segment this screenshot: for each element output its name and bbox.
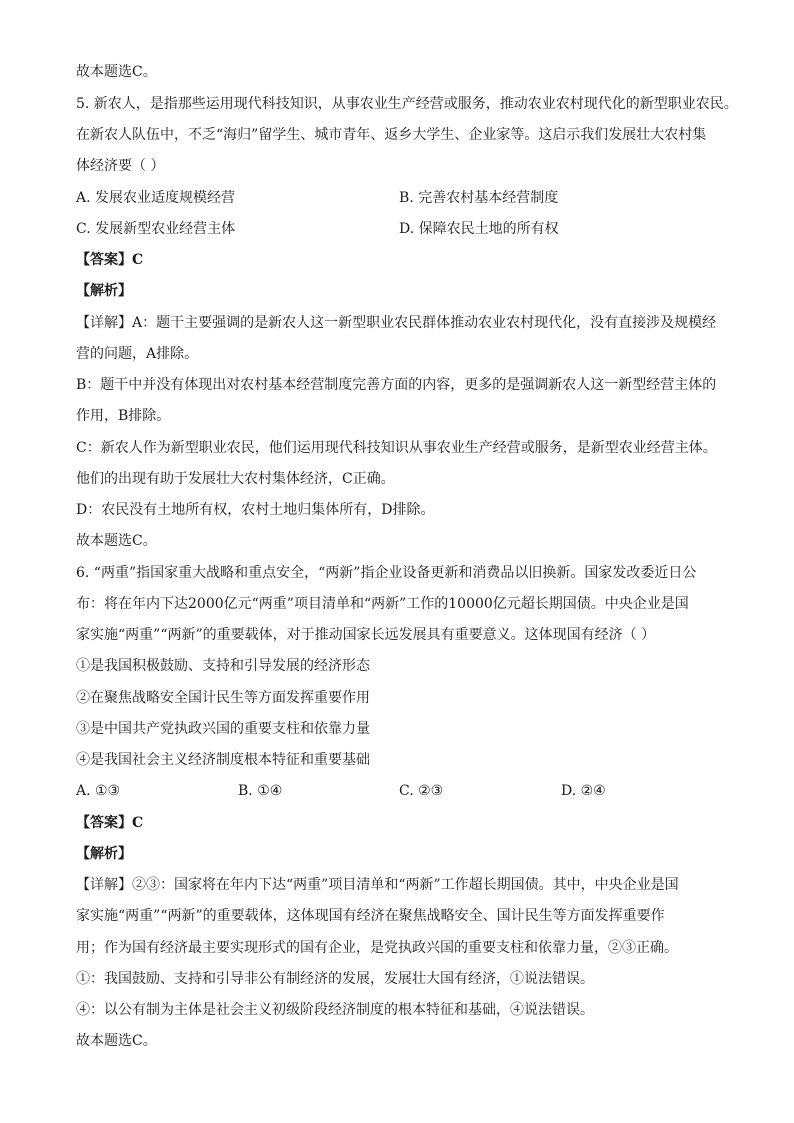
question-5-text: 在新农人队伍中，不乏“海归”留学生、城市青年、返乡大学生、企业家等。这启示我们发展壮大农村集	[76, 127, 707, 143]
explanation-line: C：新农人作为新型职业农民，他们运用现代科技知识从事农业生产经营或服务，是新型农业经营主体。	[76, 440, 717, 456]
statement-3: ③是中国共产党执政兴国的重要支柱和依靠力量	[76, 721, 370, 737]
statement-4: ④是我国社会主义经济制度根本特征和重要基础	[76, 752, 370, 768]
explanation-line: 【详解】A：题干主要强调的是新农人这一新型职业农民群体推动农业农村现代化，没有直接涉及规模经	[76, 315, 717, 331]
conclusion-line: 故本题选C。	[76, 64, 157, 80]
explanation-line: 他们的出现有助于发展壮大农村集体经济，C正确。	[76, 471, 395, 487]
explanation-line: ①：我国鼓励、支持和引导非公有制经济的发展，发展壮大国有经济，①说法错误。	[76, 971, 594, 987]
statement-1: ①是我国积极鼓励、支持和引导发展的经济形态	[76, 658, 370, 674]
explanation-line: 用；作为国有经济最主要实现形式的国有企业，是党执政兴国的重要支柱和依靠力量，②③正确。	[76, 940, 678, 956]
explanation-line: B：题干中并没有体现出对农村基本经营制度完善方面的内容，更多的是强调新农人这一新型经营主体的	[76, 377, 717, 393]
q6-option-c: C. ②③	[399, 783, 444, 799]
explanation-line: 营的问题，A排除。	[76, 346, 199, 362]
q6-option-d: D. ②④	[561, 783, 606, 799]
explanation-line: 作用，B排除。	[76, 408, 171, 424]
explanation-line: 【详解】②③：国家将在年内下达“两重”项目清单和“两新”工作超长期国债。其中，中央企业是国	[76, 877, 679, 893]
q5-option-c: C. 发展新型农业经营主体	[76, 221, 236, 237]
analysis-label: 【解析】	[76, 846, 132, 862]
q5-option-b: B. 完善农村基本经营制度	[399, 190, 559, 206]
question-5-text: 5. 新农人，是指那些运用现代科技知识，从事农业生产经营或服务，推动农业农村现代化的新型职业农民。	[76, 96, 738, 112]
conclusion-line: 故本题选C。	[76, 1033, 157, 1049]
conclusion-line: 故本题选C。	[76, 533, 157, 549]
q6-option-a: A. ①③	[76, 783, 121, 799]
question-6-text: 6. “两重”指国家重大战略和重点安全，“两新”指企业设备更新和消费品以旧换新。国家发改委近日公	[76, 565, 697, 581]
statement-2: ②在聚焦战略安全国计民生等方面发挥重要作用	[76, 690, 370, 706]
q5-option-d: D. 保障农民土地的所有权	[399, 221, 559, 237]
analysis-label: 【解析】	[76, 283, 132, 299]
q5-option-a: A. 发展农业适度规模经营	[76, 190, 236, 206]
explanation-line: D：农民没有土地所有权，农村土地归集体所有，D排除。	[76, 502, 435, 518]
explanation-line: ④：以公有制为主体是社会主义初级阶段经济制度的根本特征和基础，④说法错误。	[76, 1002, 594, 1018]
answer-label: 【答案】C	[76, 252, 144, 268]
q6-option-b: B. ①④	[238, 783, 283, 799]
question-6-text: 家实施“两重”“两新”的重要载体，对于推动国家长远发展具有重要意义。这体现国有经济（ ）	[76, 627, 656, 643]
question-5-text: 体经济要（ ）	[76, 158, 165, 174]
question-6-text: 布：将在年内下达2000亿元“两重”项目清单和“两新”工作的10000亿元超长期国债。中央企业是国	[76, 596, 689, 612]
answer-label: 【答案】C	[76, 815, 144, 831]
explanation-line: 家实施“两重”“两新”的重要载体，这体现国有经济在聚焦战略安全、国计民生等方面发挥重要作	[76, 908, 665, 924]
